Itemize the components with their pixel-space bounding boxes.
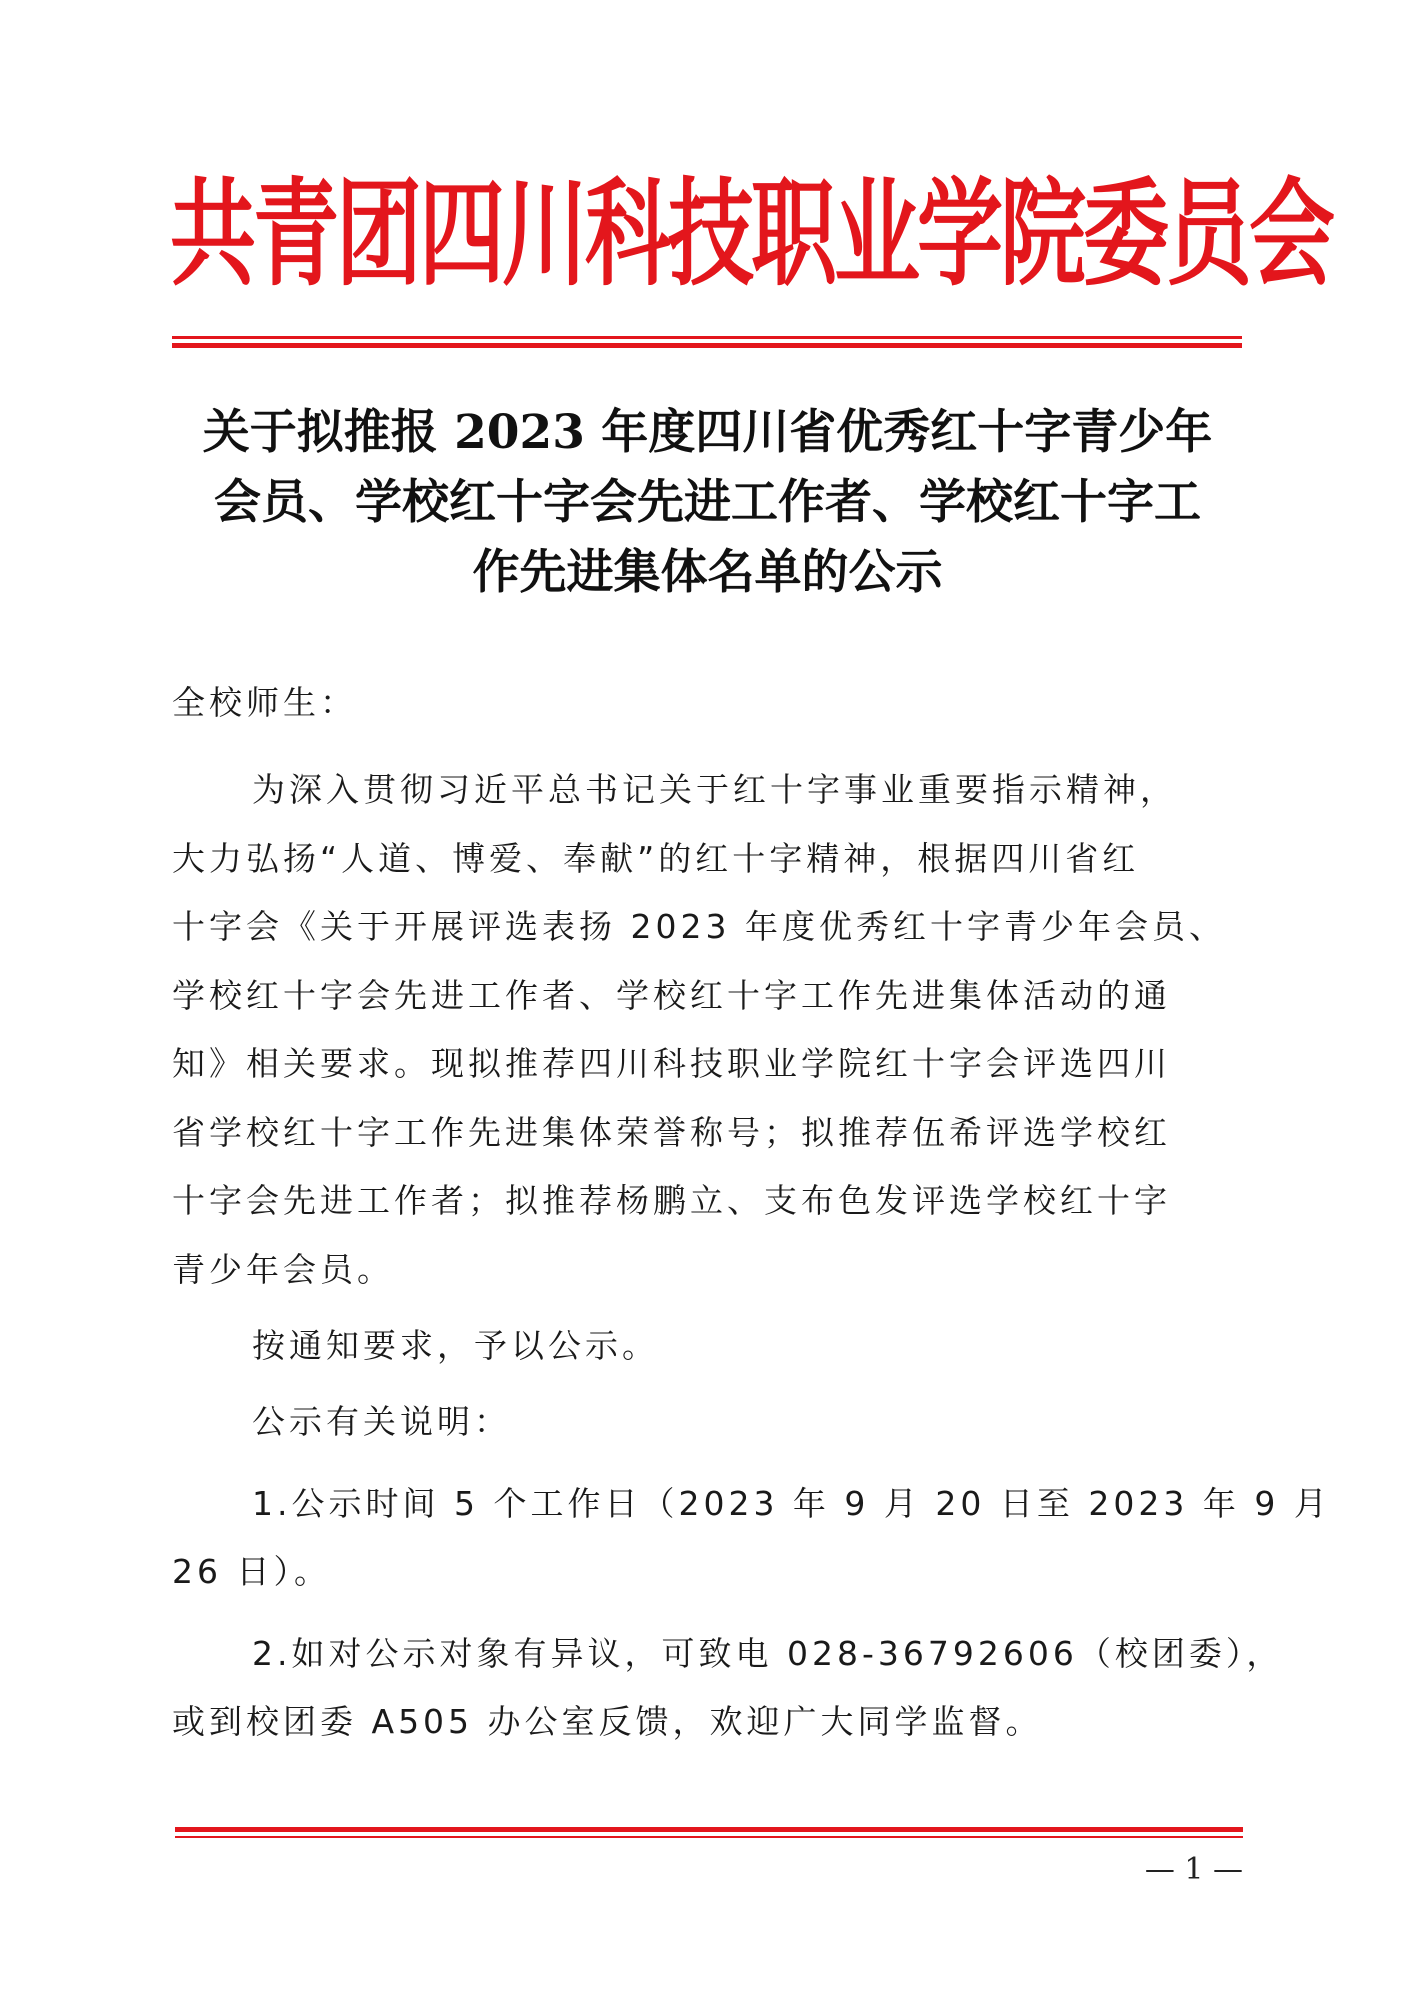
paragraph-main	[172, 756, 1242, 1304]
title-line: 作先进集体名单的公示	[472, 545, 943, 600]
title-line: 关于拟推报 2023 年度四川省优秀红十字青少年	[202, 405, 1213, 460]
masthead-divider-thick	[172, 343, 1242, 348]
footer-divider-thin	[175, 1836, 1243, 1838]
paragraph-line: 十字会先进工作者；拟推荐杨鹏立、支布色发评选学校红十字	[172, 1181, 1171, 1220]
paragraph-line: 1.公示时间 5 个工作日（2023 年 9 月 20 日至 2023 年 9 月	[252, 1484, 1331, 1523]
paragraph-line: 学校红十字会先进工作者、学校红十字工作先进集体活动的通	[172, 975, 1171, 1015]
paragraph-line: 十字会《关于开展评选表扬 2023 年度优秀红十字青少年会员、	[172, 907, 1226, 946]
paragraph-line: 大力弘扬“人道、博爱、奉献”的红十字精神，根据四川省红	[172, 838, 1140, 878]
masthead-divider-thin	[172, 336, 1242, 339]
document-body	[172, 680, 1331, 1756]
paragraph-line: 为深入贯彻习近平总书记关于红十字事业重要指示精神，	[252, 770, 1177, 809]
document-title	[160, 398, 1255, 608]
page-number: — 1 —	[1144, 1852, 1243, 1887]
masthead-org-name: 共青团四川科技职业学院委员会	[170, 166, 1332, 303]
footer-divider-thick	[175, 1827, 1243, 1832]
paragraph-notes-heading: 公示有关说明：	[252, 1402, 511, 1441]
paragraph-line: 2.如对公示对象有异议，可致电 028-36792606（校团委），	[252, 1634, 1284, 1673]
paragraph-line: 知》相关要求。现拟推荐四川科技职业学院红十字会评选四川	[172, 1044, 1171, 1083]
paragraph-line: 或到校团委 A505 办公室反馈，欢迎广大同学监督。	[172, 1702, 1043, 1741]
paragraph-line: 26 日）。	[172, 1552, 331, 1591]
note-item-1	[172, 1470, 1331, 1606]
salutation: 全校师生：	[172, 683, 357, 722]
note-item-2	[172, 1620, 1284, 1756]
paragraph-line: 省学校红十字工作先进集体荣誉称号；拟推荐伍希评选学校红	[172, 1112, 1171, 1152]
paragraph-notice: 按通知要求，予以公示。	[252, 1326, 659, 1365]
title-line: 会员、学校红十字会先进工作者、学校红十字工	[214, 475, 1201, 530]
paragraph-line: 青少年会员。	[172, 1249, 394, 1289]
